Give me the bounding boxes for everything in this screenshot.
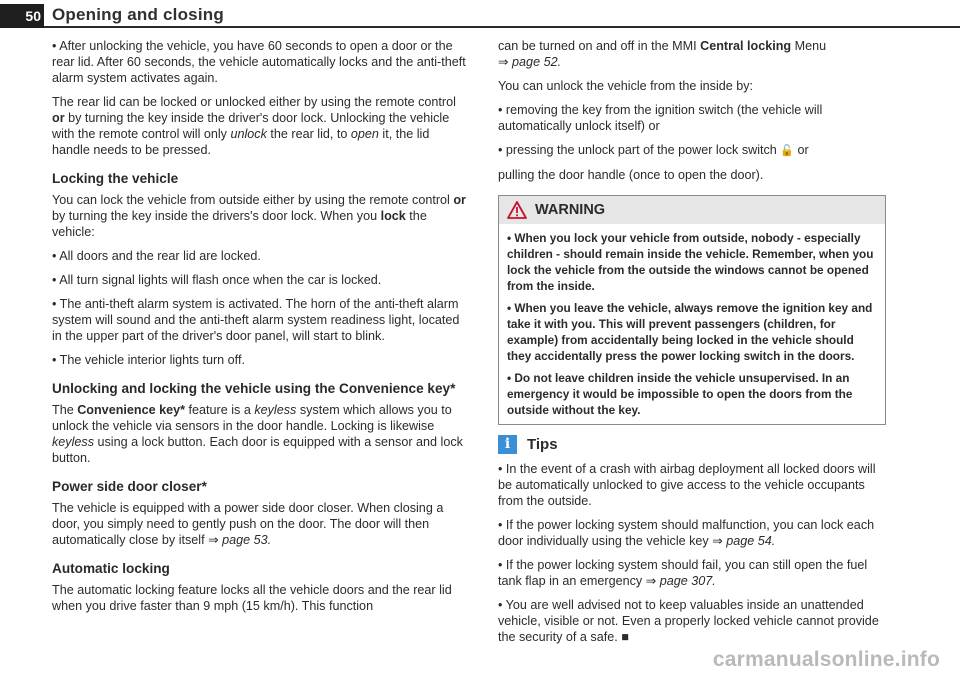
warning-item: • When you lock your vehicle from outside, nobody - especially children - should remain inside the vehicle. Remember, when you lock the vehicle from the outside the windows cannot be opened from the inside. — [507, 231, 874, 293]
paragraph-convenience-key: The Convenience key* feature is a keyless system which allows you to unlock the vehicle via sensors in the door handle. Locking is likewise keyless using a lock button. Each door is equipped with a sensor and lock button. — [52, 403, 463, 465]
list-item: • All doors and the rear lid are locked. — [52, 249, 261, 263]
heading-automatic-locking: Automatic locking — [52, 561, 170, 576]
warning-item: • Do not leave children inside the vehicle unsupervised. In an emergency it would be impossible to open the doors from the outside without the key. — [507, 371, 853, 417]
list-item: • removing the key from the ignition switch (the vehicle will automatically unlock itself) or — [498, 103, 823, 133]
warning-item: • When you leave the vehicle, always remove the ignition key and take it with you. This will prevent passengers (children, for example) from accidentally being locked in the vehicle should they accidentally press the power locking switch in the doors. — [507, 301, 873, 363]
page-header — [0, 0, 960, 30]
paragraph-automatic-locking: The automatic locking feature locks all the vehicle doors and the rear lid when you drive faster than 9 mph (15 km/h). This function — [52, 583, 452, 613]
tip-item: • You are well advised not to keep valuables inside an unattended vehicle, visible or not. Even a properly locked vehicle cannot provide the security of a safe. ■ — [498, 598, 879, 644]
header-rule — [44, 26, 960, 28]
paragraph-door-closer: The vehicle is equipped with a power side door closer. When closing a door, you simply need to gently push on the door. The door will then automatically close by itself ⇒ page 53. — [52, 501, 444, 547]
list-item: • All turn signal lights will flash once when the car is locked. — [52, 273, 382, 287]
warning-body — [499, 224, 885, 424]
page-number: 50 — [0, 4, 44, 28]
page-reference-link[interactable]: ⇒ page 52. — [498, 55, 562, 69]
heading-locking-vehicle: Locking the vehicle — [52, 171, 179, 186]
left-column — [52, 38, 466, 622]
warning-header — [499, 196, 885, 224]
warning-box — [498, 195, 886, 425]
right-column — [498, 38, 886, 653]
tips-header — [498, 435, 886, 454]
heading-convenience-key: Unlocking and locking the vehicle using the Convenience key* — [52, 381, 456, 396]
watermark: carmanualsonline.info — [712, 648, 940, 671]
page-reference-link[interactable]: ⇒ page 54. — [712, 534, 776, 548]
list-item: • The anti-theft alarm system is activated. The horn of the anti-theft alarm system will sound and the anti-theft alarm system readiness light, located in the upper part of the driver's door panel, will start to blink. — [52, 297, 460, 343]
paragraph-rear-lid: The rear lid can be locked or unlocked either by using the remote control or by turning the key inside the driver's door lock. Unlocking the vehicle with the remote control will only unlock the rear lid, to open it, the lid handle needs to be pressed. — [52, 95, 456, 157]
chapter-title: Opening and closing — [52, 5, 224, 24]
tip-item: • If the power locking system should malfunction, you can lock each door individually using the vehicle key ⇒ page 54. — [498, 518, 875, 548]
warning-triangle-icon — [507, 201, 527, 219]
warning-title: WARNING — [535, 202, 606, 218]
paragraph-door-handle: pulling the door handle (once to open the door). — [498, 168, 764, 182]
paragraph-unlock-inside: You can unlock the vehicle from the inside by: — [498, 79, 754, 93]
tip-item: • In the event of a crash with airbag deployment all locked doors will be automatically unlocked to give access to the vehicle occupants from the outside. — [498, 462, 876, 508]
unlock-icon: 🔓 — [780, 145, 795, 157]
list-item: • The vehicle interior lights turn off. — [52, 353, 245, 367]
page-reference-link[interactable]: ⇒ page 53. — [208, 533, 272, 547]
heading-door-closer: Power side door closer* — [52, 479, 207, 494]
page-reference-link[interactable]: ⇒ page 307. — [645, 574, 716, 588]
info-icon: i — [498, 435, 517, 454]
paragraph-mmi-menu: can be turned on and off in the MMI Central locking Menu ⇒ page 52. — [498, 39, 827, 69]
tips-title: Tips — [527, 435, 558, 453]
paragraph-unlock-timeout: • After unlocking the vehicle, you have 60 seconds to open a door or the rear lid. After 60 seconds, the vehicle automatically locks and the anti-theft alarm system activates again. — [52, 39, 466, 85]
list-item: • pressing the unlock part of the power lock switch 🔓 or — [498, 143, 809, 157]
paragraph-locking: You can lock the vehicle from outside either by using the remote control or by turning the key inside the drivers's door lock. When you lock the vehicle: — [52, 193, 466, 239]
tip-item: • If the power locking system should fail, you can still open the fuel tank flap in an emergency ⇒ page 307. — [498, 558, 868, 588]
